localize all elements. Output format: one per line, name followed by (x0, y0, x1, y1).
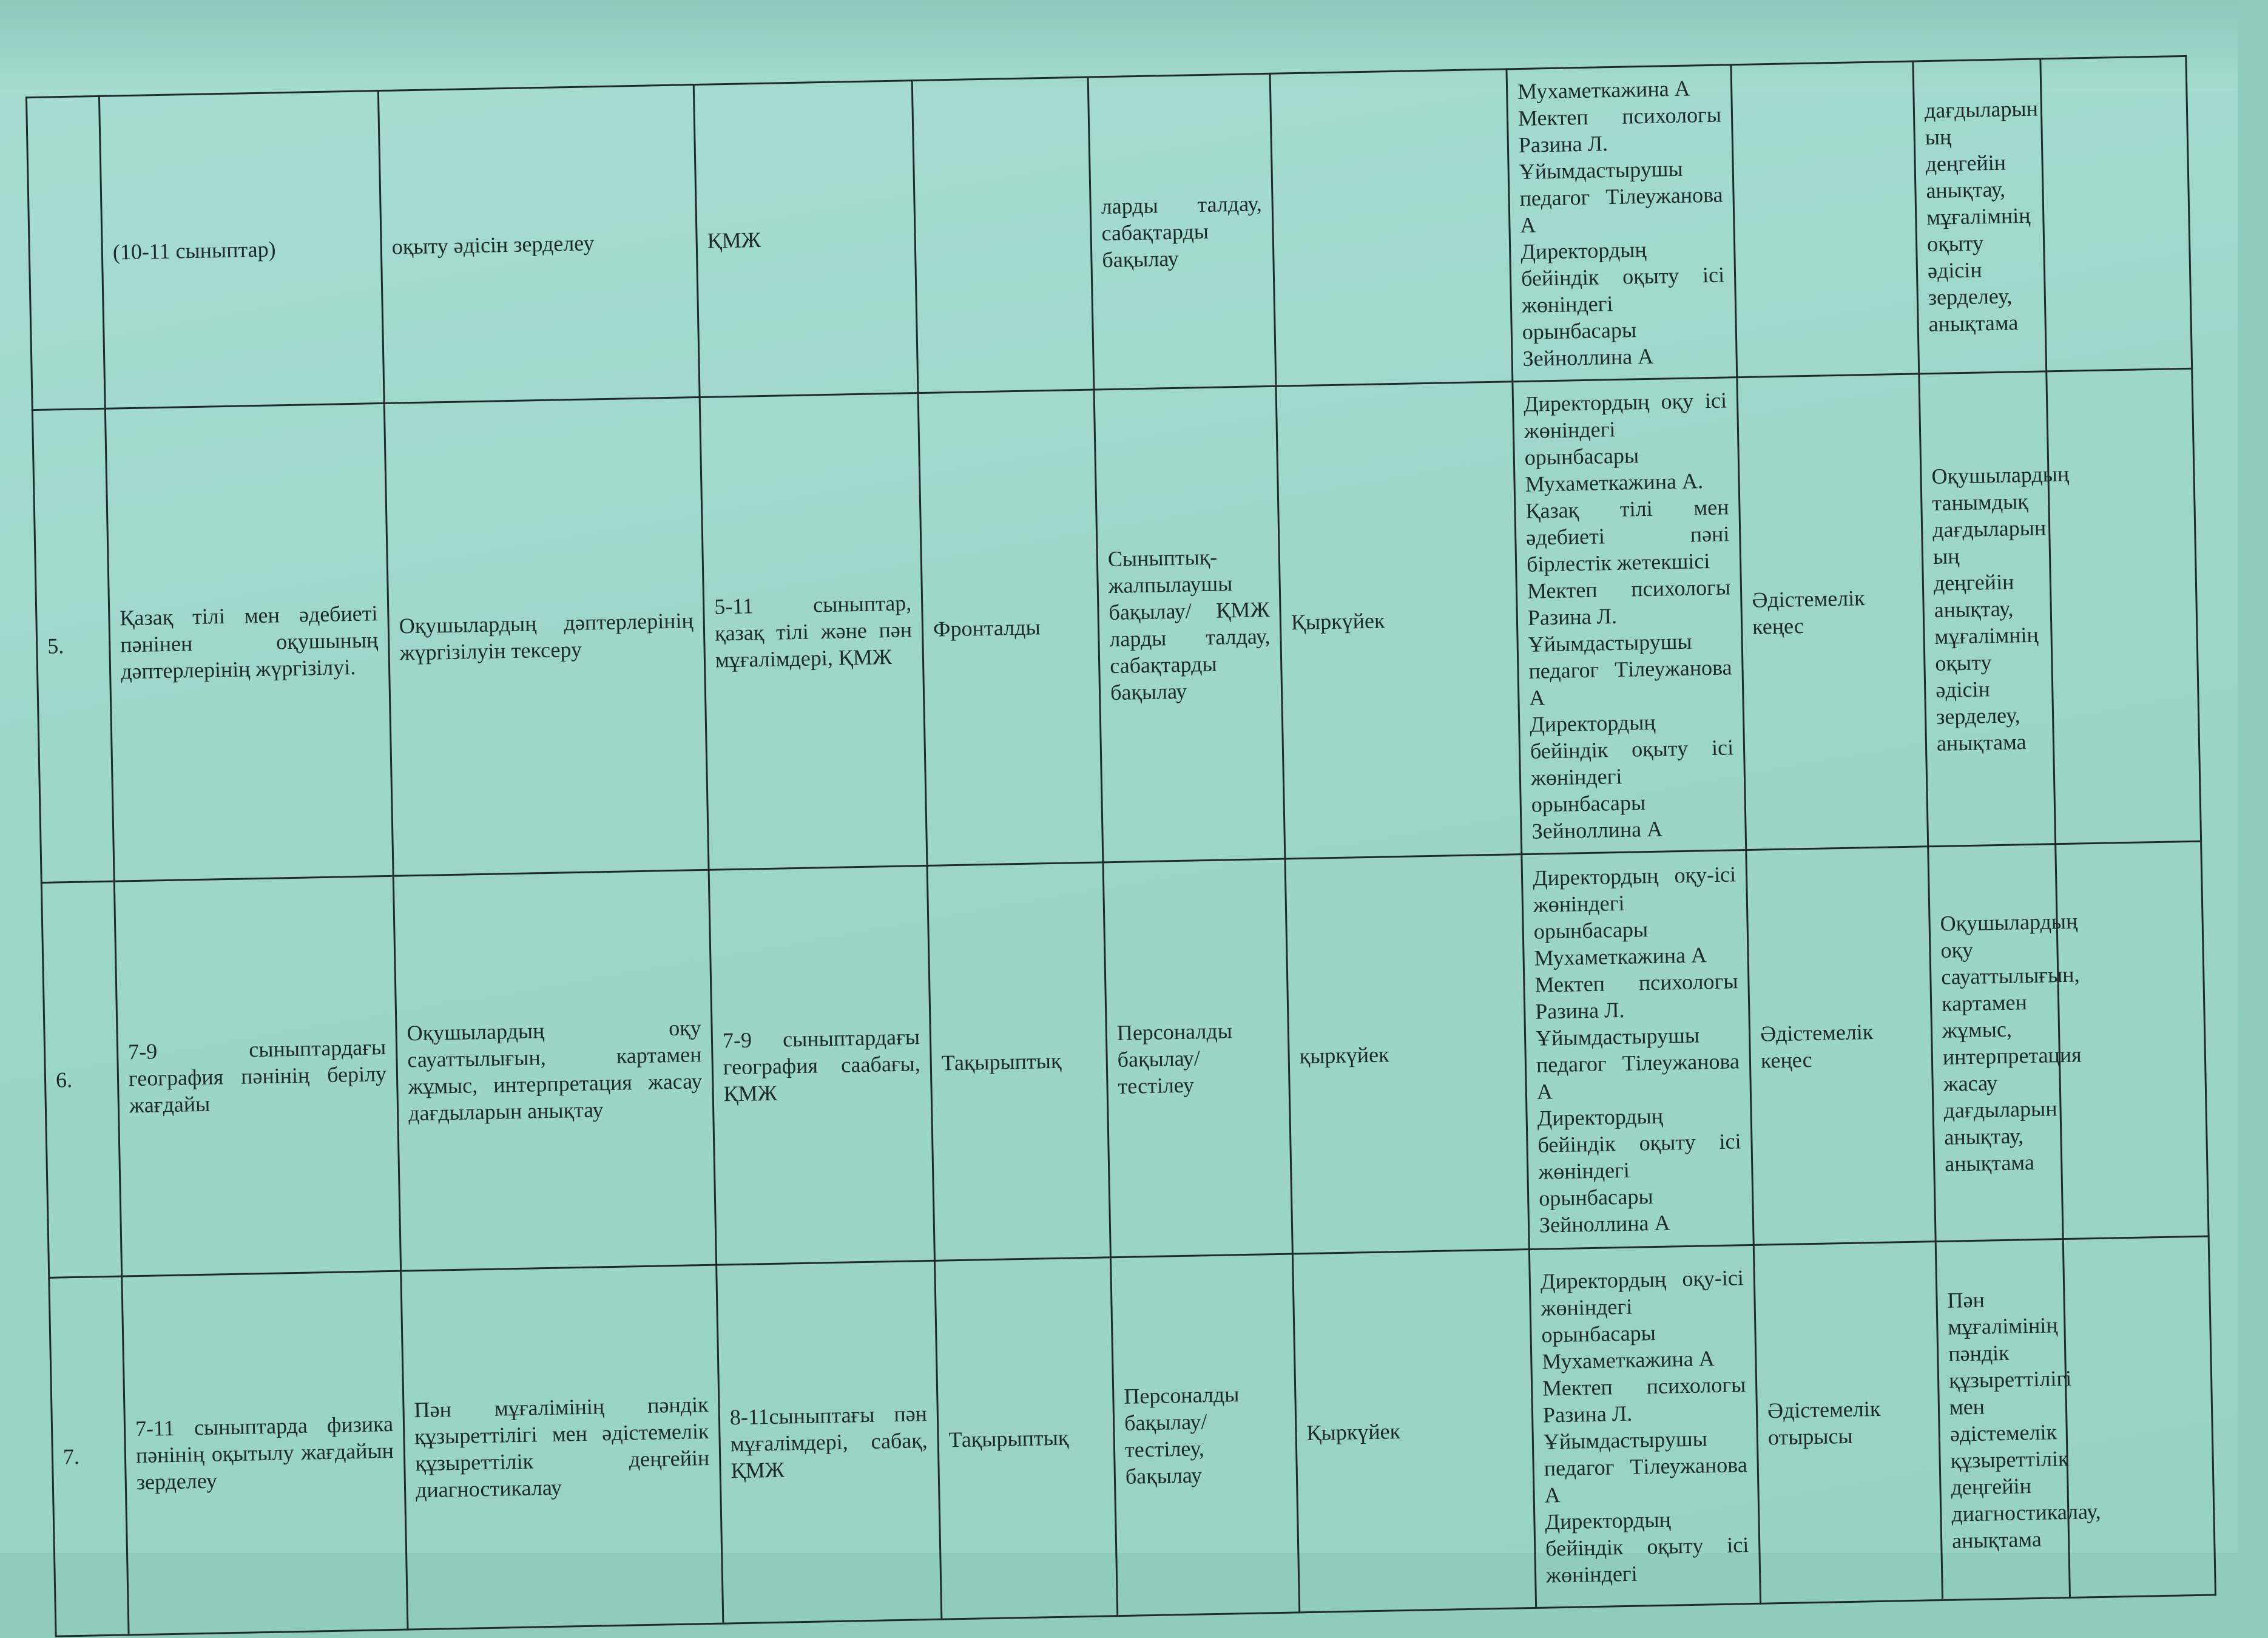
control-period: Қыркүйек (1276, 382, 1522, 859)
control-plan-table (25, 55, 2216, 1637)
control-method: Сыныптық-жалпылаушы бақылау/ ҚМЖ ларды талдау, сабақтарды бақылау (1094, 386, 1285, 862)
responsible-line: Қазақ тілі мен әдебиеті пәні бірлестік жетекшісі (1525, 495, 1730, 577)
control-method: Персоналды бақылау/ тестілеу, бақылау (1110, 1254, 1299, 1616)
control-period: қыркүйек (1285, 855, 1529, 1254)
control-method: ларды талдау, сабақтарды бақылау (1088, 73, 1276, 390)
control-form: Тақырыптық (927, 862, 1110, 1261)
control-form: Тақырыптық (935, 1257, 1118, 1619)
control-period (1270, 69, 1513, 386)
responsible-line: Ұйымдастырушы педагог Тілеужанова А (1535, 1023, 1740, 1104)
control-responsible (1507, 65, 1737, 382)
control-extra (2063, 1236, 2215, 1597)
responsible-line: Директордың оқу-ісі жөніндегі орынбасары Мухаметкажина А (1540, 1265, 1744, 1374)
control-object: 7-9 сыныптардағы география саабағы, ҚМЖ (709, 865, 934, 1265)
table-row (41, 841, 2209, 1278)
responsible-line: Мектеп психологы Разина Л. (1542, 1372, 1746, 1427)
control-object: ҚМЖ (694, 81, 918, 398)
control-result: Пән мұғалімінің пәндік құзыреттілігі мен әдістемелік құзыреттілік деңгейін диагностикалау, анықтама (1936, 1239, 2070, 1600)
control-venue: Әдістемелік кеңес (1746, 847, 1936, 1245)
control-goal: Оқушылардың оқу сауаттылығын, картамен жұмыс, интерпретация жасау дағдыларын анықтау (393, 870, 716, 1271)
control-topic: 7-9 сыныптардағы география пәнінің берілу жағдайы (114, 876, 400, 1276)
responsible-line: Мектеп психологы Разина Л. (1527, 575, 1731, 630)
responsible-line: Ұйымдастырушы педагог Тілеужанова А (1543, 1426, 1748, 1508)
responsible-line: Директордың бейіндік оқыту ісі жөніндегі орынбасары Зейноллина А (1537, 1103, 1741, 1237)
responsible-line: Мухаметкажина А (1517, 76, 1690, 104)
responsible-line: Мектеп психологы Разина Л. (1534, 969, 1738, 1024)
table-row (32, 368, 2201, 882)
responsible-line: Ұйымдастырушы педагог Тілеужанова А (1519, 156, 1723, 237)
responsible-line: Директордың оқу-ісі жөніндегі орынбасары Мухаметкажина А (1532, 862, 1736, 970)
control-object: 5-11 сыныптар, қазақ тілі және пән мұғалімдері, ҚМЖ (700, 393, 927, 870)
control-venue (1731, 61, 1919, 377)
control-goal: оқыту әдісін зерделеу (378, 85, 700, 404)
control-goal: Оқушылардың дәптерлерінің жүргізілуін тексеру (384, 397, 709, 876)
control-object: 8-11сыныптағы пән мұғалімдері, сабақ, ҚМЖ (717, 1261, 942, 1623)
responsible-line: Директордың бейіндік оқыту ісі жөніндегі орынбасары Зейноллина А (1520, 237, 1725, 371)
table-row (26, 56, 2192, 410)
control-goal: Пән мұғалімінің пәндік құзыреттілігі мен әдістемелік құзыреттілік деңгейін диагностикалау (401, 1265, 723, 1630)
control-result: дағдыларын ың деңгейін анықтау, мұғалімнің оқыту әдісін зерделеу, анықтама (1913, 59, 2047, 374)
control-responsible (1513, 377, 1746, 855)
row-number: 6. (41, 881, 121, 1278)
responsible-line: Директордың оқу ісі жөніндегі орынбасары Мухаметкажина А. (1523, 388, 1727, 496)
control-venue: Әдістемелік кеңес (1737, 374, 1928, 850)
responsible-line: Мектеп психологы Разина Л. (1517, 102, 1722, 157)
control-period: Қыркүйек (1292, 1249, 1536, 1612)
responsible-line: Ұйымдастырушы педагог Тілеужанова А (1528, 629, 1732, 710)
control-result: Оқушылардың танымдық дағдыларын ың деңгейін анықтау, мұғалімнің оқыту әдісін зерделеу, анықтама (1919, 371, 2056, 847)
control-topic: Қазақ тілі мен әдебиеті пәнінен оқушының дәптерлерінің жүргізілуі. (105, 403, 393, 881)
control-extra (2047, 368, 2201, 844)
table-row (49, 1236, 2216, 1636)
control-extra (2056, 841, 2209, 1239)
control-extra (2040, 56, 2192, 371)
control-responsible (1522, 850, 1753, 1250)
control-method: Персоналды бақылау/ тестілеу (1103, 859, 1292, 1257)
control-result: Оқушылардың оқу сауаттылығын, картамен жұмыс, интерпретация жасау дағдыларын анықтау, анықтама (1928, 844, 2063, 1242)
control-topic: (10-11 сыныптар) (99, 91, 384, 409)
responsible-line: Директордың бейіндік оқыту ісі жөніндегі орынбасары Зейноллина А (1529, 709, 1734, 844)
control-form (912, 77, 1094, 393)
row-number: 7. (49, 1276, 129, 1636)
control-venue: Әдістемелік отырысы (1753, 1242, 1942, 1604)
row-number: 5. (32, 408, 114, 882)
responsible-line: Директордың бейіндік оқыту ісі жөніндегі (1545, 1507, 1749, 1588)
row-number (26, 96, 105, 410)
control-form: Фронталды (918, 390, 1103, 865)
control-responsible (1529, 1245, 1760, 1608)
control-topic: 7-11 сыныптарда физика пәнінің оқытылу жағдайын зерделеу (122, 1271, 408, 1635)
